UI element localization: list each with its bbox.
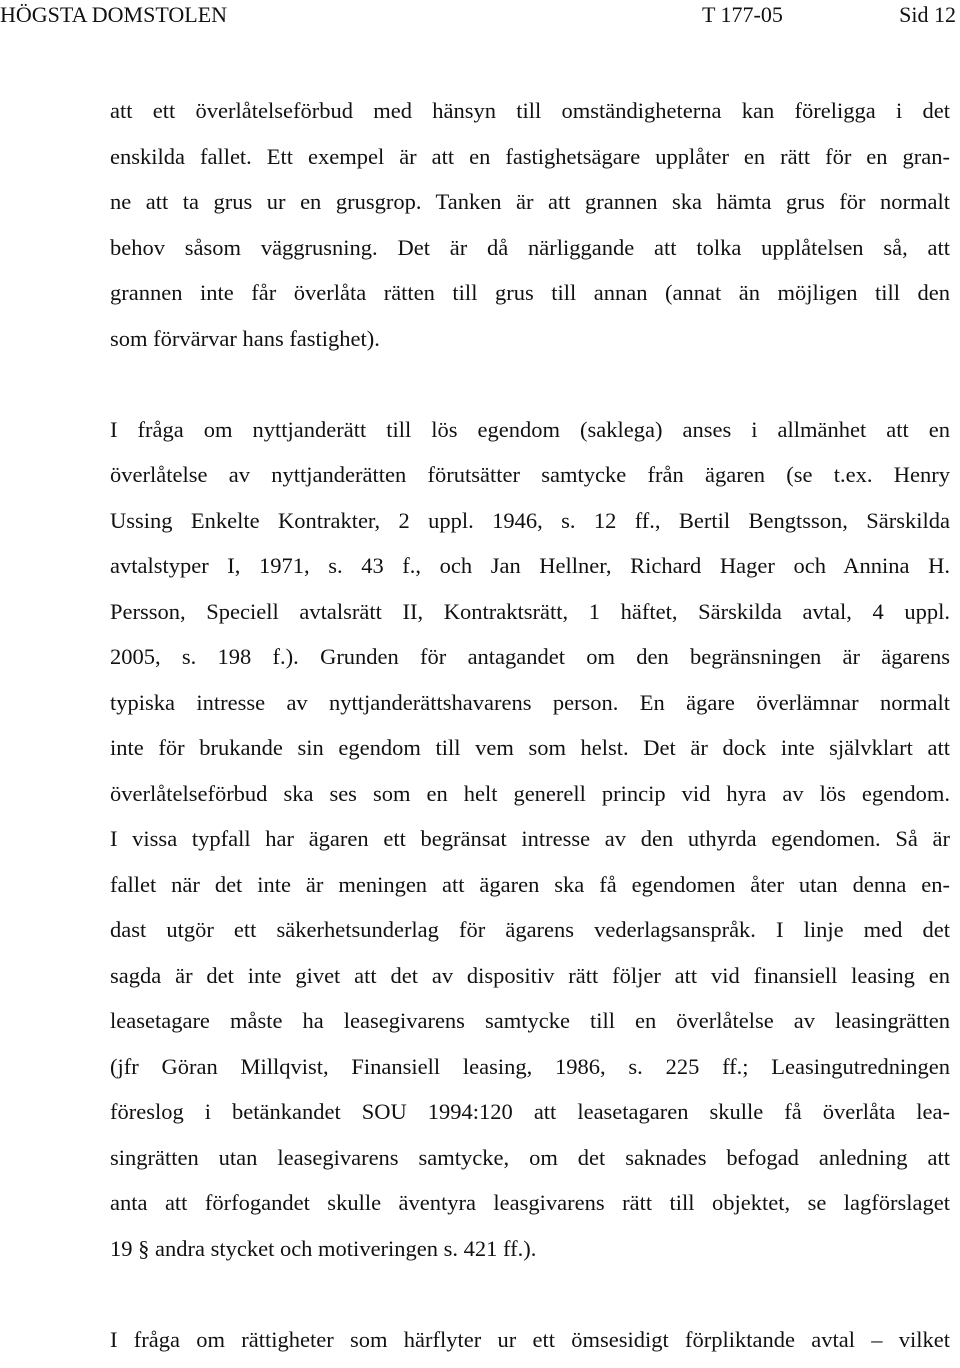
text-line: avtalstyper I, 1971, s. 43 f., och Jan Hellner, Richard Hager och Annina H. — [110, 549, 950, 595]
paragraph-gap — [110, 1277, 950, 1323]
document-body — [110, 94, 950, 1368]
paragraph — [110, 1323, 950, 1368]
case-number: T 177-05 — [702, 0, 783, 30]
text-line: grannen inte får överlåta rätten till grus till annan (annat än möjligen till den — [110, 276, 950, 322]
text-line: I fråga om rättigheter som härflyter ur ett ömsesidigt förpliktande avtal – vilket — [110, 1323, 950, 1368]
text-line: ne att ta grus ur en grusgrop. Tanken är att grannen ska hämta grus för normalt — [110, 185, 950, 231]
text-line: I vissa typfall har ägaren ett begränsat intresse av den uthyrda egendomen. Så är — [110, 822, 950, 868]
text-line: överlåtelseförbud ska ses som en helt generell princip vid hyra av lös egendom. — [110, 777, 950, 823]
page-number: Sid 12 — [899, 0, 956, 30]
text-line: inte för brukande sin egendom till vem som helst. Det är dock inte självklart att — [110, 731, 950, 777]
text-line: behov såsom väggrusning. Det är då närliggande att tolka upplåtelsen så, att — [110, 231, 950, 277]
text-line: som förvärvar hans fastighet). — [110, 322, 950, 368]
text-line: dast utgör ett säkerhetsunderlag för ägarens vederlagsanspråk. I linje med det — [110, 913, 950, 959]
text-line: 2005, s. 198 f.). Grunden för antagandet om den begränsningen är ägarens — [110, 640, 950, 686]
text-line: fallet när det inte är meningen att ägaren ska få egendomen åter utan denna en- — [110, 868, 950, 914]
text-line: Persson, Speciell avtalsrätt II, Kontraktsrätt, 1 häftet, Särskilda avtal, 4 uppl. — [110, 595, 950, 641]
page-header — [0, 0, 960, 30]
text-line: föreslog i betänkandet SOU 1994:120 att leasetagaren skulle få överlåta lea- — [110, 1095, 950, 1141]
text-line: I fråga om nyttjanderätt till lös egendom (saklega) anses i allmänhet att en — [110, 413, 950, 459]
text-line: att ett överlåtelseförbud med hänsyn till omständigheterna kan föreligga i det — [110, 94, 950, 140]
paragraph — [110, 94, 950, 367]
court-name: HÖGSTA DOMSTOLEN — [0, 0, 227, 30]
text-line: 19 § andra stycket och motiveringen s. 421 ff.). — [110, 1232, 950, 1278]
text-line: sagda är det inte givet att det av dispositiv rätt följer att vid finansiell leasing en — [110, 959, 950, 1005]
text-line: (jfr Göran Millqvist, Finansiell leasing, 1986, s. 225 ff.; Leasingutredningen — [110, 1050, 950, 1096]
text-line: leasetagare måste ha leasegivarens samtycke till en överlåtelse av leasingrätten — [110, 1004, 950, 1050]
text-line: överlåtelse av nyttjanderätten förutsätter samtycke från ägaren (se t.ex. Henry — [110, 458, 950, 504]
text-line: enskilda fallet. Ett exempel är att en fastighetsägare upplåter en rätt för en gran- — [110, 140, 950, 186]
text-line: singrätten utan leasegivarens samtycke, om det saknades befogad anledning att — [110, 1141, 950, 1187]
text-line: typiska intresse av nyttjanderättshavarens person. En ägare överlämnar normalt — [110, 686, 950, 732]
paragraph-gap — [110, 367, 950, 413]
text-line: anta att förfogandet skulle äventyra leasgivarens rätt till objektet, se lagförslaget — [110, 1186, 950, 1232]
paragraph — [110, 413, 950, 1278]
text-line: Ussing Enkelte Kontrakter, 2 uppl. 1946, s. 12 ff., Bertil Bengtsson, Särskilda — [110, 504, 950, 550]
